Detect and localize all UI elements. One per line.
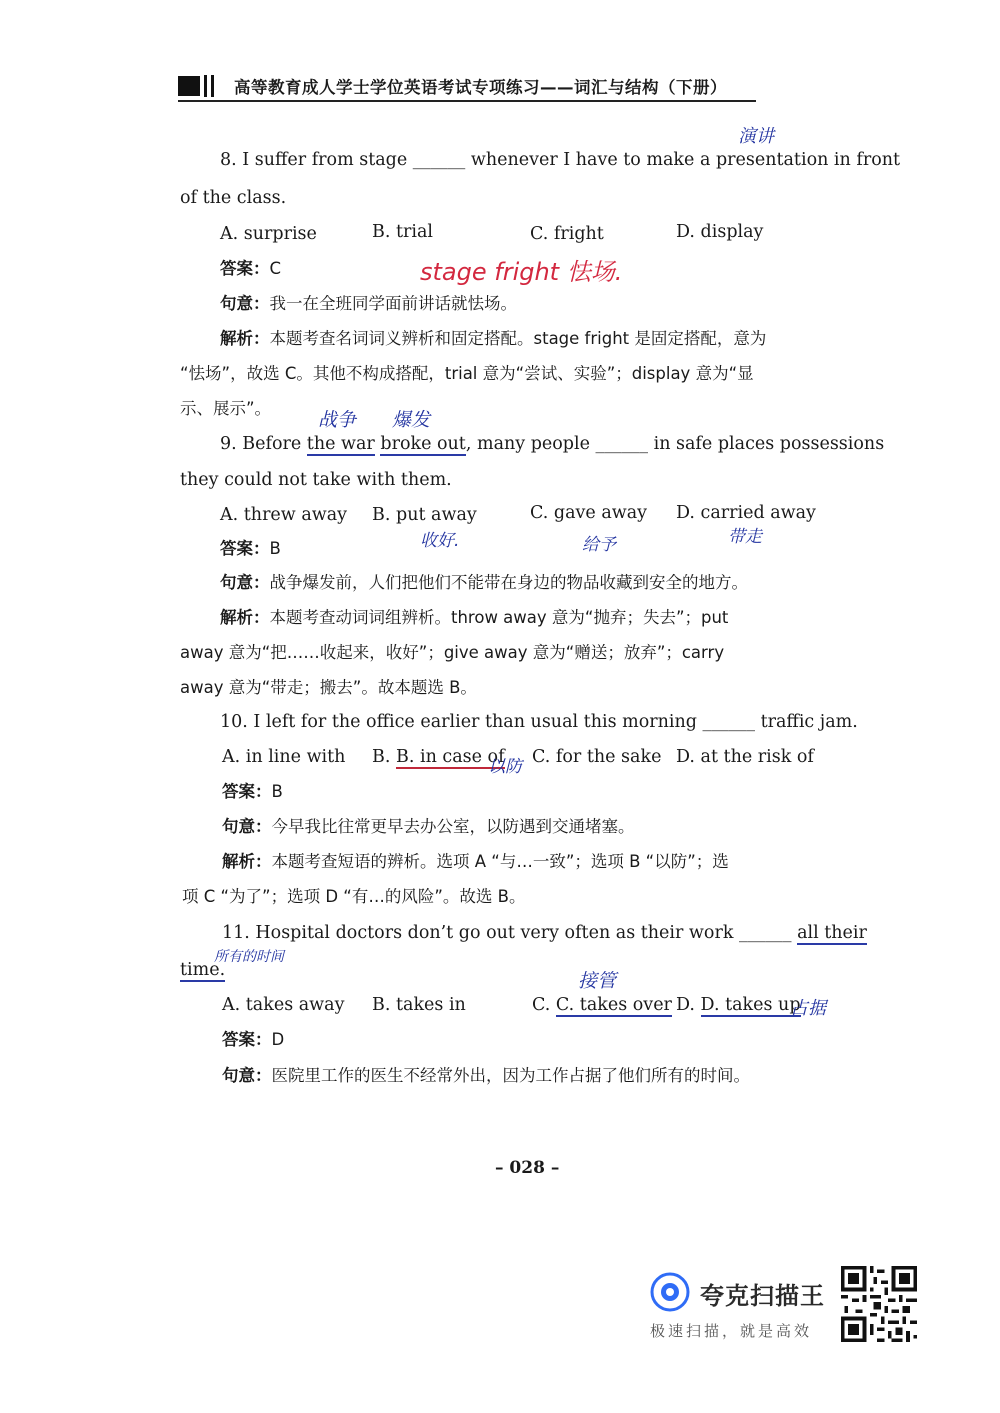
q9-meaning: 句意：战争爆发前，人们把他们不能带在身边的物品收藏到安全的地方。 (220, 573, 748, 592)
q11-option-b: B. takes in (372, 995, 466, 1015)
q8-analysis-cont: “怯场”，故选 C。其他不构成搭配，trial 意为“尝试、实验”；display 意为“显 (180, 364, 754, 383)
q9-stem-cont: they could not take with them. (180, 470, 452, 490)
q10-option-b: B. B. in case of (372, 747, 505, 767)
q8-analysis-cont: 示、展示”。 (180, 399, 272, 418)
q10-option-a: A. in line with (222, 747, 346, 767)
q8-option-b: B. trial (372, 222, 434, 242)
handwritten-note: 带走 (728, 527, 762, 547)
handwritten-note: 以防 (488, 757, 522, 777)
answer-value: C (269, 259, 282, 278)
page-header (178, 72, 758, 102)
q8-option-d: D. display (676, 222, 764, 242)
quark-logo-icon (650, 1272, 690, 1312)
handwritten-note: 占据 (790, 998, 826, 1019)
q11-option-c: C. C. takes over (532, 995, 672, 1015)
q11-option-a: A. takes away (222, 995, 345, 1015)
handwritten-note: 爆发 (392, 409, 431, 431)
q11-answer: 答案：D (222, 1030, 285, 1049)
q8-meaning: 句意：我一在全班同学面前讲话就怯场。 (220, 294, 517, 313)
q9-analysis-cont: away 意为“把……收起来，收好”；give away 意为“赠送；放弃”；carry (180, 643, 725, 662)
q8-option-a: A. surprise (220, 224, 317, 244)
q10-stem: 10. I left for the office earlier than usual this morning ______ traffic jam. (220, 712, 858, 732)
q9-analysis-cont: away 意为“带走；搬去”。故本题选 B。 (180, 678, 477, 697)
header-mark (178, 76, 200, 96)
q8-stem-cont: of the class. (180, 188, 287, 208)
header-title: 高等教育成人学士学位英语考试专项练习——词汇与结构（下册） (234, 78, 727, 97)
q8-option-c: C. fright (530, 224, 604, 244)
header-bar (204, 75, 207, 97)
q10-meaning: 句意：今早我比往常更早去办公室，以防遇到交通堵塞。 (222, 817, 635, 836)
header-bar (211, 75, 214, 97)
qr-code-icon (838, 1266, 920, 1342)
q10-analysis: 解析：本题考查短语的辨析。选项 A “与…一致”；选项 B “以防”；选 (222, 852, 729, 871)
handwritten-note: 所有的时间 (214, 949, 284, 965)
answer-label: 答案： (220, 259, 270, 278)
page-number: – 028 – (495, 1158, 560, 1178)
q9-option-c: C. gave away (530, 503, 648, 523)
q9-option-d: D. carried away (676, 503, 816, 523)
q10-option-c: C. for the sake (532, 747, 662, 767)
q8-answer (220, 257, 281, 281)
q9-option-b: B. put away (372, 505, 477, 525)
q11-stem-cont: time. (180, 960, 226, 980)
q9-option-a: A. threw away (220, 505, 348, 525)
header-rule (178, 100, 756, 102)
handwritten-note: 接管 (578, 970, 617, 992)
q10-answer: 答案：B (222, 782, 283, 801)
q11-stem: 11. Hospital doctors don’t go out very often as their work ______ all their (222, 923, 867, 943)
handwritten-note: stage fright 怯场. (420, 258, 623, 286)
q11-option-d: D. D. takes up (676, 995, 801, 1015)
watermark-slogan: 极速扫描，就是高效 (650, 1322, 813, 1340)
q8-stem: 8. I suffer from stage ______ whenever I have to make a presentation in front (220, 150, 901, 170)
q8-analysis: 解析：本题考查名词词义辨析和固定搭配。stage fright 是固定搭配，意为 (220, 329, 767, 348)
q10-option-d: D. at the risk of (676, 747, 814, 767)
q10-analysis-cont: 项 C “为了”；选项 D “有…的风险”。故选 B。 (182, 887, 526, 906)
watermark-app-name: 夸克扫描王 (700, 1282, 825, 1310)
q9-stem: 9. Before the war broke out, many people ______ in safe places possessions (220, 434, 885, 454)
handwritten-note: 给予 (582, 535, 616, 555)
handwritten-note: 收好. (420, 531, 460, 551)
handwritten-note: 战争 (318, 409, 357, 431)
q9-answer: 答案：B (220, 539, 281, 558)
q9-analysis: 解析：本题考查动词词组辨析。throw away 意为“抛弃；失去”；put (220, 608, 729, 627)
handwritten-note: 演讲 (738, 126, 774, 147)
q11-meaning: 句意：医院里工作的医生不经常外出，因为工作占据了他们所有的时间。 (222, 1066, 750, 1085)
